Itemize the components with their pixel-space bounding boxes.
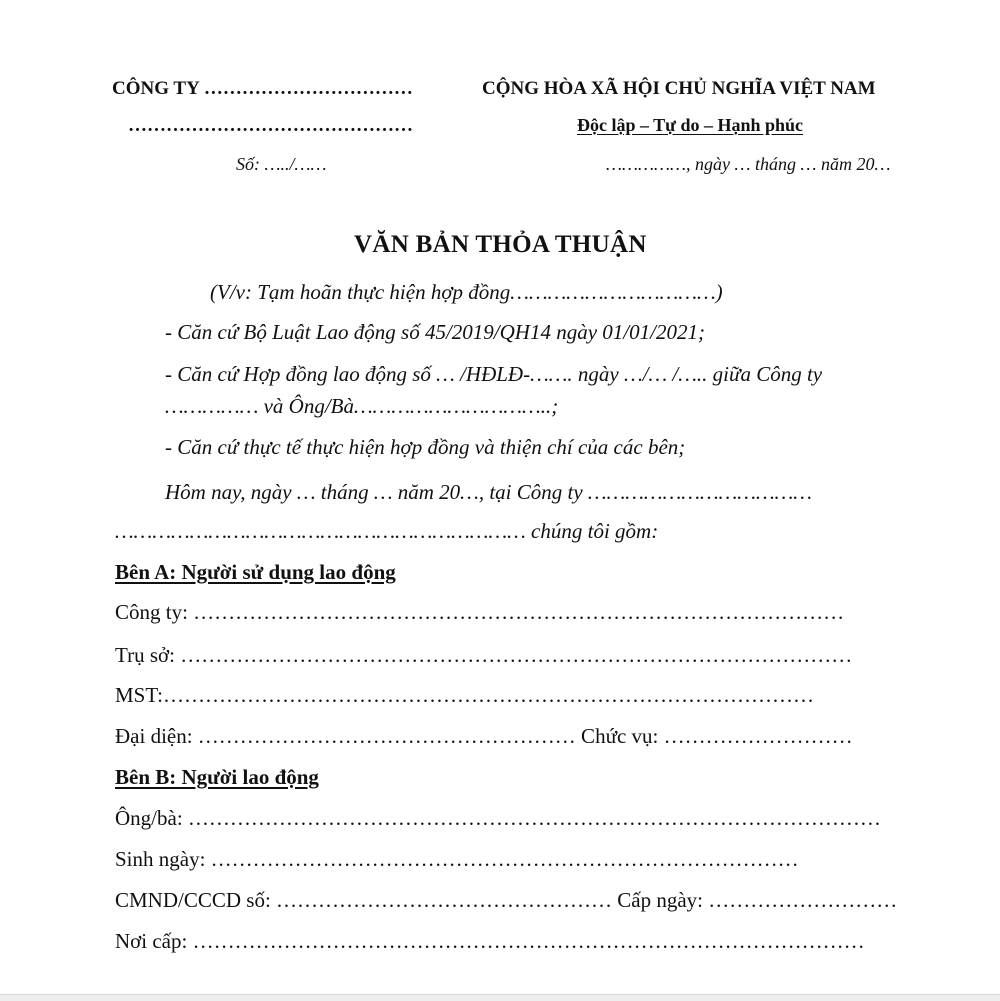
legal-basis-2-cont: …………… và Ông/Bà…………………………..; (165, 394, 559, 418)
party-b-name-field: Ông/bà: ……………………………………………………………………………………… (115, 806, 881, 830)
national-title: CỘNG HÒA XÃ HỘI CHỦ NGHĨA VIỆT NAM (482, 78, 876, 99)
place-and-date: ……………, ngày … tháng … năm 20… (606, 154, 891, 174)
party-b-heading: Bên B: Người lao động (115, 765, 319, 789)
party-b-birthdate-field: Sinh ngày: ………………………………………………………………………… (115, 847, 799, 871)
document-subject: (V/v: Tạm hoãn thực hiện hợp đồng……………………………) (210, 280, 723, 304)
company-name-line-2: ……………………………………… (128, 115, 413, 136)
party-a-tax-field: MST:………………………………………………………………………………… (115, 683, 814, 707)
legal-basis-3: - Căn cứ thực tế thực hiện hợp đồng và thiện chí của các bên; (165, 435, 686, 459)
document-title: VĂN BẢN THỎA THUẬN (354, 231, 647, 258)
party-a-office-field: Trụ sở: …………………………………………………………………………………… (115, 643, 853, 667)
party-a-representative-field: Đại diện: ……………………………………………… Chức vụ: ……………………… (115, 724, 853, 748)
legal-basis-2: - Căn cứ Hợp đồng lao động số … /HĐLĐ-……. ngày …/… /….. giữa Công ty (165, 362, 823, 386)
national-motto: Độc lập – Tự do – Hạnh phúc (577, 115, 804, 135)
party-b-id-field: CMND/CCCD số: ………………………………………… Cấp ngày: ……………………… (115, 888, 898, 912)
party-a-company-field: Công ty: ………………………………………………………………………………… (115, 600, 845, 624)
meeting-statement-cont: ………………………………………………………… chúng tôi gồm: (115, 519, 659, 543)
meeting-statement: Hôm nay, ngày … tháng … năm 20…, tại Công ty ……………………………… (165, 480, 812, 504)
document-number: Số: …../…… (236, 154, 327, 174)
legal-basis-1: - Căn cứ Bộ Luật Lao động số 45/2019/QH14 ngày 01/01/2021; (165, 320, 705, 344)
party-a-heading: Bên A: Người sử dụng lao động (115, 560, 396, 584)
party-b-issue-place-field: Nơi cấp: …………………………………………………………………………………… (115, 929, 865, 953)
company-name-line: CÔNG TY …………………………… (112, 78, 413, 99)
